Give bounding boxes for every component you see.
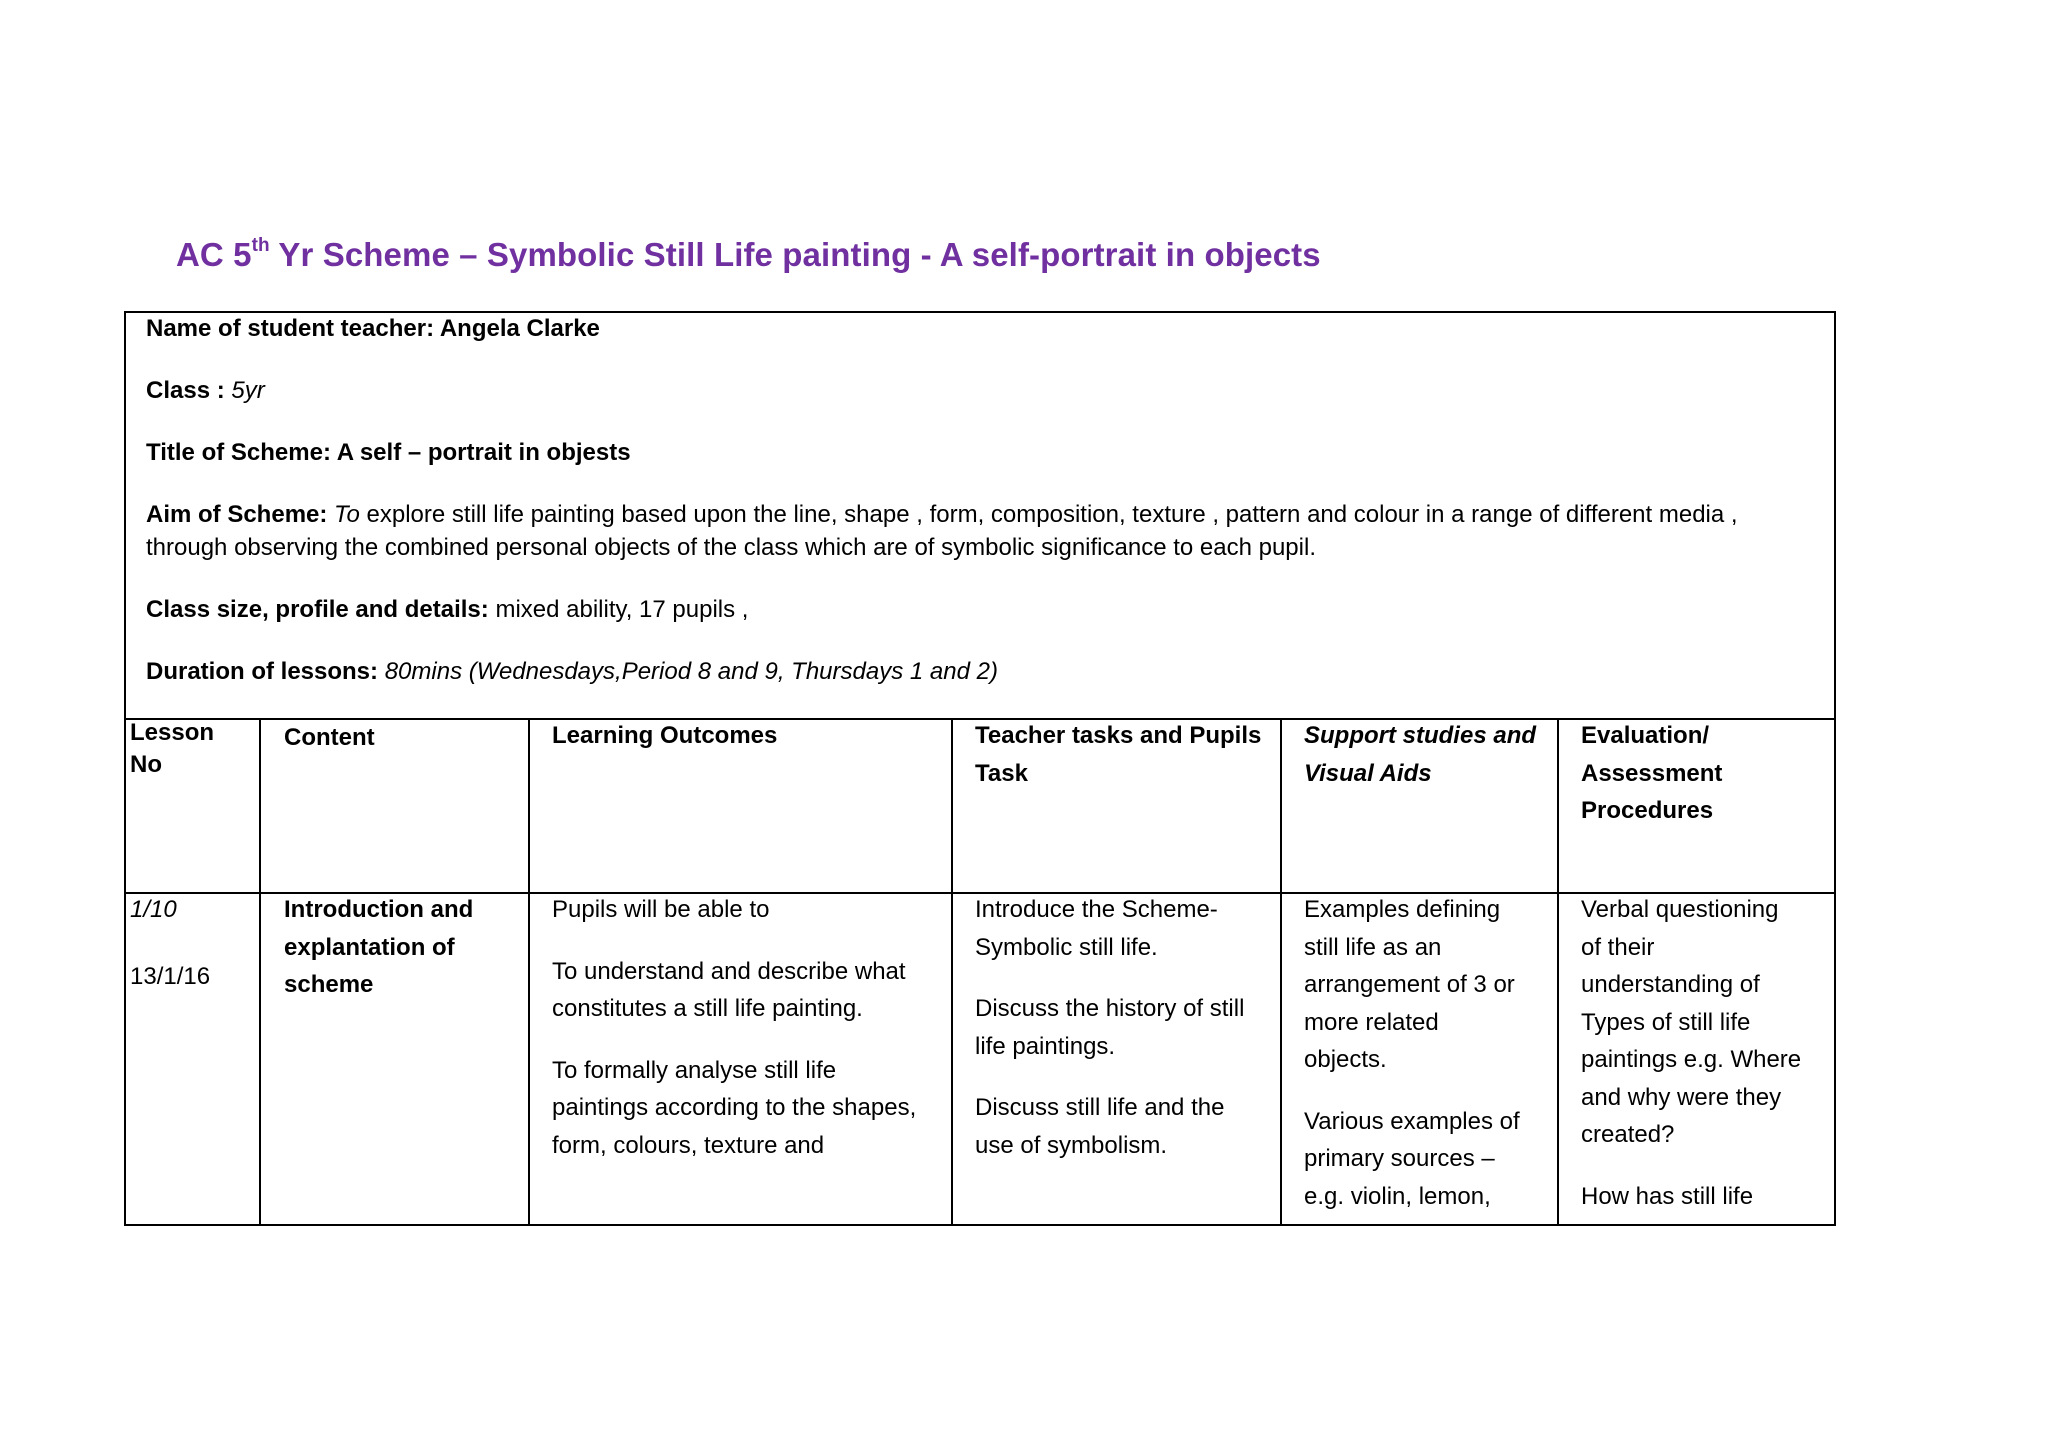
aim-line: Aim of Scheme: To explore still life painting based upon the line, shape , form, composition, texture , pattern and colour in a range of different media , through observing the combined personal objects of the class which are of symbolic significance to each pupil.	[146, 501, 1738, 561]
lesson-content: Introduction and explantation of scheme	[284, 896, 474, 998]
header-lesson: Lesson No	[130, 719, 215, 778]
teacher-tasks: Introduce the Scheme- Symbolic still life. Discuss the history of still life paintings. Discuss still life and the use of symbolism.	[975, 896, 1245, 1159]
column-divider	[259, 718, 261, 1226]
teacher-line: Name of student teacher: Angela Clarke	[146, 315, 600, 342]
header-support: Support studies and Visual Aids	[1304, 722, 1537, 787]
column-divider	[1557, 718, 1559, 1226]
header-tasks: Teacher tasks and Pupils Task	[975, 722, 1262, 787]
evaluation-procedures: Verbal questioning of their understanding of Types of still life paintings e.g. Where and why were they created? How has still life	[1581, 896, 1802, 1210]
column-divider	[528, 718, 530, 1226]
lesson-number: 1/10 13/1/16	[130, 896, 211, 990]
duration-line: Duration of lessons: 80mins (Wednesdays,Period 8 and 9, Thursdays 1 and 2)	[146, 658, 998, 685]
header-outcomes: Learning Outcomes	[552, 722, 778, 749]
class-line: Class : 5yr	[146, 377, 265, 404]
support-studies: Examples defining still life as an arrangement of 3 or more related objects. Various examples of primary sources – e.g. violin, lemon,	[1304, 896, 1520, 1210]
page-title: AC 5th Yr Scheme – Symbolic Still Life painting - A self-portrait in objects	[176, 235, 1321, 273]
learning-outcomes: Pupils will be able to To understand and describe what constitutes a still life painting. To formally analyse still life paintings according to the shapes, form, colours, texture and	[552, 896, 917, 1159]
header-content: Content	[284, 724, 375, 751]
class-size-line: Class size, profile and details: mixed ability, 17 pupils ,	[146, 596, 749, 623]
header-evaluation: Evaluation/ Assessment Procedures	[1581, 722, 1723, 824]
column-divider	[951, 718, 953, 1226]
scheme-title-line: Title of Scheme: A self – portrait in objests	[146, 439, 631, 466]
column-divider	[1280, 718, 1282, 1226]
